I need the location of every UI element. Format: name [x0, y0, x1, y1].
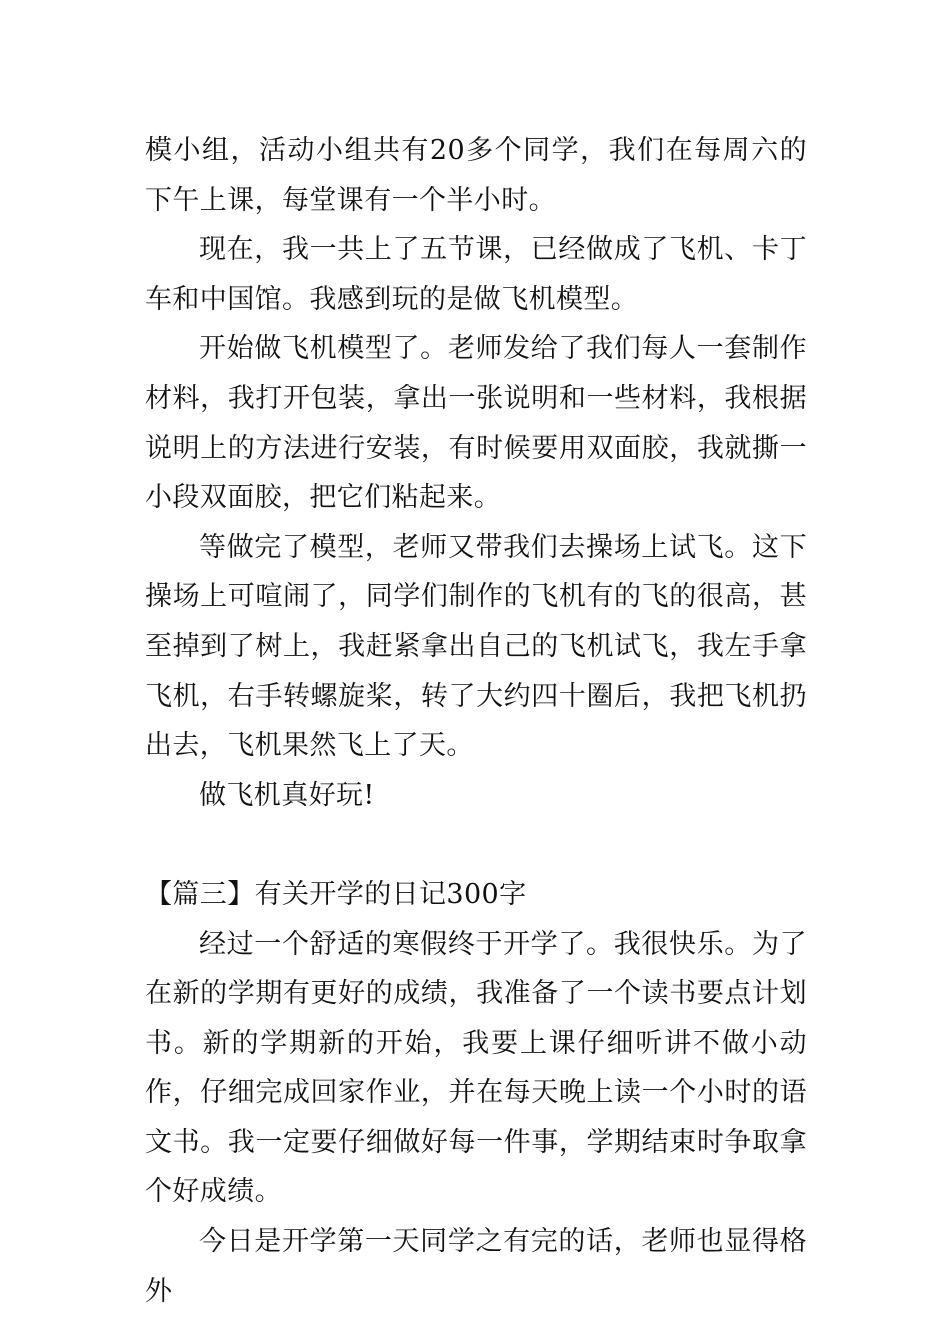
body-paragraph: 模小组，活动小组共有20多个同学，我们在每周六的下午上课，每堂课有一个半小时。 [145, 135, 807, 216]
document-body [145, 126, 807, 1316]
body-paragraph: 今日是开学第一天同学之有完的话，老师也显得格外 [145, 1226, 807, 1307]
body-paragraph: 等做完了模型，老师又带我们去操场上试飞。这下操场上可喧闹了，同学们制作的飞机有的飞的很高，甚至掉到了树上，我赶紧拿出自己的飞机试飞，我左手拿飞机，右手转螺旋桨，转了大约四十圈后，我把飞机扔出去，飞机果然飞上了天。 [145, 531, 807, 762]
body-paragraph: 做飞机真好玩! [199, 779, 375, 811]
body-paragraph: 开始做飞机模型了。老师发给了我们每人一套制作材料，我打开包装，拿出一张说明和一些材料，我根据说明上的方法进行安装，有时候要用双面胶，我就撕一小段双面胶，把它们粘起来。 [145, 333, 807, 514]
section-heading: 【篇三】有关开学的日记300字 [145, 878, 527, 910]
section-spacer [145, 820, 807, 870]
body-paragraph: 现在，我一共上了五节课，已经做成了飞机、卡丁车和中国馆。我感到玩的是做飞机模型。 [145, 234, 807, 315]
body-paragraph: 经过一个舒适的寒假终于开学了。我很快乐。为了在新的学期有更好的成绩，我准备了一个读书要点计划书。新的学期新的开始，我要上课仔细听讲不做小动作，仔细完成回家作业，并在每天晚上读一个小时的语文书。我一定要仔细做好每一件事，学期结束时争取拿个好成绩。 [145, 928, 807, 1208]
